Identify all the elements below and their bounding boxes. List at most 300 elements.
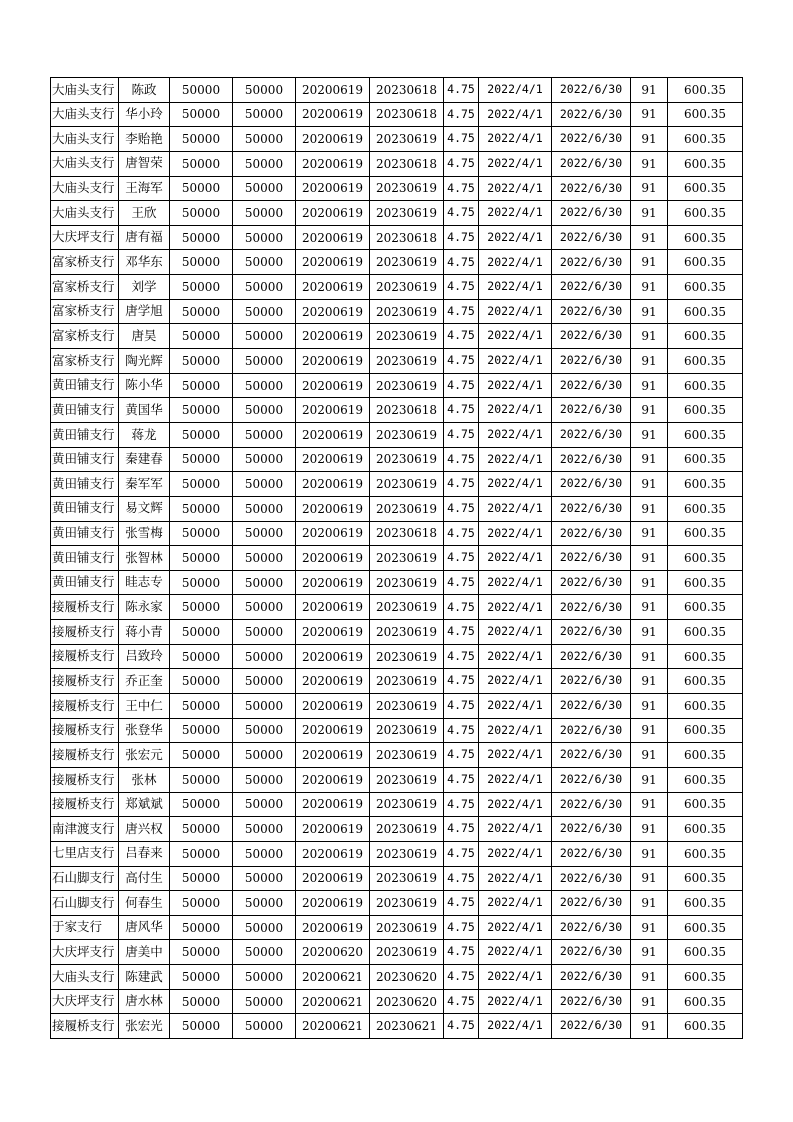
balance-cell: 50000 <box>233 422 296 447</box>
start-date-cell: 20200621 <box>296 965 370 990</box>
start-date-cell: 20200619 <box>296 743 370 768</box>
table-row <box>51 718 743 743</box>
end-date-cell: 20230618 <box>370 398 444 423</box>
interest-cell: 600.35 <box>668 151 743 176</box>
interest-start-cell: 2022/4/1 <box>479 570 552 595</box>
branch-cell: 大庙头支行 <box>51 102 119 127</box>
end-date-cell: 20230619 <box>370 694 444 719</box>
name-cell: 唐有福 <box>119 225 170 250</box>
interest-end-cell: 2022/6/30 <box>552 570 631 595</box>
name-cell: 陈小华 <box>119 373 170 398</box>
balance-cell: 50000 <box>233 176 296 201</box>
name-cell: 陈政 <box>119 78 170 103</box>
start-date-cell: 20200619 <box>296 201 370 226</box>
interest-end-cell: 2022/6/30 <box>552 102 631 127</box>
interest-cell: 600.35 <box>668 767 743 792</box>
start-date-cell: 20200619 <box>296 669 370 694</box>
loan-amount-cell: 50000 <box>170 841 233 866</box>
loan-amount-cell: 50000 <box>170 102 233 127</box>
interest-cell: 600.35 <box>668 546 743 571</box>
loan-amount-cell: 50000 <box>170 447 233 472</box>
loan-amount-cell: 50000 <box>170 373 233 398</box>
days-cell: 91 <box>631 496 668 521</box>
start-date-cell: 20200619 <box>296 866 370 891</box>
name-cell: 唐水林 <box>119 989 170 1014</box>
end-date-cell: 20230618 <box>370 78 444 103</box>
rate-cell: 4.75 <box>444 151 479 176</box>
interest-end-cell: 2022/6/30 <box>552 841 631 866</box>
start-date-cell: 20200619 <box>296 225 370 250</box>
branch-cell: 大庆坪支行 <box>51 940 119 965</box>
start-date-cell: 20200619 <box>296 324 370 349</box>
name-cell: 唐美中 <box>119 940 170 965</box>
rate-cell: 4.75 <box>444 250 479 275</box>
end-date-cell: 20230619 <box>370 275 444 300</box>
interest-start-cell: 2022/4/1 <box>479 398 552 423</box>
interest-start-cell: 2022/4/1 <box>479 595 552 620</box>
end-date-cell: 20230619 <box>370 176 444 201</box>
interest-cell: 600.35 <box>668 472 743 497</box>
rate-cell: 4.75 <box>444 496 479 521</box>
start-date-cell: 20200619 <box>296 546 370 571</box>
loan-amount-cell: 50000 <box>170 694 233 719</box>
balance-cell: 50000 <box>233 78 296 103</box>
rate-cell: 4.75 <box>444 422 479 447</box>
rate-cell: 4.75 <box>444 299 479 324</box>
interest-cell: 600.35 <box>668 792 743 817</box>
end-date-cell: 20230619 <box>370 866 444 891</box>
days-cell: 91 <box>631 718 668 743</box>
interest-cell: 600.35 <box>668 891 743 916</box>
interest-start-cell: 2022/4/1 <box>479 891 552 916</box>
rate-cell: 4.75 <box>444 373 479 398</box>
start-date-cell: 20200619 <box>296 102 370 127</box>
start-date-cell: 20200619 <box>296 472 370 497</box>
interest-cell: 600.35 <box>668 422 743 447</box>
days-cell: 91 <box>631 398 668 423</box>
interest-start-cell: 2022/4/1 <box>479 915 552 940</box>
days-cell: 91 <box>631 447 668 472</box>
name-cell: 邓华东 <box>119 250 170 275</box>
start-date-cell: 20200619 <box>296 570 370 595</box>
interest-start-cell: 2022/4/1 <box>479 324 552 349</box>
interest-end-cell: 2022/6/30 <box>552 447 631 472</box>
balance-cell: 50000 <box>233 472 296 497</box>
interest-end-cell: 2022/6/30 <box>552 965 631 990</box>
start-date-cell: 20200619 <box>296 694 370 719</box>
branch-cell: 接履桥支行 <box>51 620 119 645</box>
end-date-cell: 20230619 <box>370 250 444 275</box>
branch-cell: 接履桥支行 <box>51 644 119 669</box>
interest-end-cell: 2022/6/30 <box>552 521 631 546</box>
interest-cell: 600.35 <box>668 718 743 743</box>
end-date-cell: 20230618 <box>370 102 444 127</box>
name-cell: 华小玲 <box>119 102 170 127</box>
table-row <box>51 792 743 817</box>
interest-start-cell: 2022/4/1 <box>479 447 552 472</box>
start-date-cell: 20200619 <box>296 422 370 447</box>
branch-cell: 黄田铺支行 <box>51 447 119 472</box>
rate-cell: 4.75 <box>444 817 479 842</box>
balance-cell: 50000 <box>233 127 296 152</box>
loan-amount-cell: 50000 <box>170 275 233 300</box>
days-cell: 91 <box>631 694 668 719</box>
loan-amount-cell: 50000 <box>170 78 233 103</box>
end-date-cell: 20230619 <box>370 915 444 940</box>
table-row <box>51 866 743 891</box>
start-date-cell: 20200619 <box>296 275 370 300</box>
end-date-cell: 20230619 <box>370 767 444 792</box>
balance-cell: 50000 <box>233 225 296 250</box>
interest-end-cell: 2022/6/30 <box>552 349 631 374</box>
table-row <box>51 324 743 349</box>
end-date-cell: 20230619 <box>370 422 444 447</box>
start-date-cell: 20200619 <box>296 644 370 669</box>
end-date-cell: 20230619 <box>370 743 444 768</box>
rate-cell: 4.75 <box>444 915 479 940</box>
interest-end-cell: 2022/6/30 <box>552 127 631 152</box>
name-cell: 王海军 <box>119 176 170 201</box>
end-date-cell: 20230619 <box>370 620 444 645</box>
interest-cell: 600.35 <box>668 595 743 620</box>
balance-cell: 50000 <box>233 201 296 226</box>
name-cell: 王欣 <box>119 201 170 226</box>
interest-end-cell: 2022/6/30 <box>552 299 631 324</box>
interest-cell: 600.35 <box>668 201 743 226</box>
start-date-cell: 20200619 <box>296 447 370 472</box>
name-cell: 高付生 <box>119 866 170 891</box>
rate-cell: 4.75 <box>444 989 479 1014</box>
interest-end-cell: 2022/6/30 <box>552 324 631 349</box>
interest-start-cell: 2022/4/1 <box>479 620 552 645</box>
table-row <box>51 373 743 398</box>
branch-cell: 黄田铺支行 <box>51 521 119 546</box>
interest-start-cell: 2022/4/1 <box>479 78 552 103</box>
end-date-cell: 20230619 <box>370 891 444 916</box>
interest-end-cell: 2022/6/30 <box>552 915 631 940</box>
interest-end-cell: 2022/6/30 <box>552 767 631 792</box>
table-row <box>51 398 743 423</box>
interest-end-cell: 2022/6/30 <box>552 817 631 842</box>
end-date-cell: 20230618 <box>370 521 444 546</box>
start-date-cell: 20200620 <box>296 940 370 965</box>
interest-start-cell: 2022/4/1 <box>479 694 552 719</box>
balance-cell: 50000 <box>233 595 296 620</box>
balance-cell: 50000 <box>233 915 296 940</box>
interest-cell: 600.35 <box>668 1014 743 1039</box>
branch-cell: 接履桥支行 <box>51 743 119 768</box>
table-row <box>51 447 743 472</box>
name-cell: 陈建武 <box>119 965 170 990</box>
interest-start-cell: 2022/4/1 <box>479 151 552 176</box>
interest-end-cell: 2022/6/30 <box>552 398 631 423</box>
branch-cell: 富家桥支行 <box>51 299 119 324</box>
loan-amount-cell: 50000 <box>170 817 233 842</box>
rate-cell: 4.75 <box>444 743 479 768</box>
interest-cell: 600.35 <box>668 940 743 965</box>
balance-cell: 50000 <box>233 817 296 842</box>
interest-start-cell: 2022/4/1 <box>479 718 552 743</box>
end-date-cell: 20230619 <box>370 201 444 226</box>
table-row <box>51 965 743 990</box>
interest-end-cell: 2022/6/30 <box>552 891 631 916</box>
loan-amount-cell: 50000 <box>170 792 233 817</box>
rate-cell: 4.75 <box>444 965 479 990</box>
rate-cell: 4.75 <box>444 841 479 866</box>
balance-cell: 50000 <box>233 496 296 521</box>
interest-start-cell: 2022/4/1 <box>479 644 552 669</box>
balance-cell: 50000 <box>233 373 296 398</box>
interest-start-cell: 2022/4/1 <box>479 201 552 226</box>
branch-cell: 富家桥支行 <box>51 250 119 275</box>
name-cell: 吕春来 <box>119 841 170 866</box>
loan-amount-cell: 50000 <box>170 176 233 201</box>
loan-interest-table <box>50 77 743 1039</box>
table-row <box>51 275 743 300</box>
start-date-cell: 20200619 <box>296 176 370 201</box>
interest-start-cell: 2022/4/1 <box>479 743 552 768</box>
branch-cell: 接履桥支行 <box>51 1014 119 1039</box>
end-date-cell: 20230619 <box>370 570 444 595</box>
name-cell: 张林 <box>119 767 170 792</box>
interest-end-cell: 2022/6/30 <box>552 250 631 275</box>
end-date-cell: 20230621 <box>370 1014 444 1039</box>
branch-cell: 富家桥支行 <box>51 349 119 374</box>
name-cell: 张智林 <box>119 546 170 571</box>
name-cell: 吕致玲 <box>119 644 170 669</box>
interest-end-cell: 2022/6/30 <box>552 866 631 891</box>
days-cell: 91 <box>631 965 668 990</box>
branch-cell: 大庆坪支行 <box>51 225 119 250</box>
rate-cell: 4.75 <box>444 940 479 965</box>
interest-end-cell: 2022/6/30 <box>552 743 631 768</box>
interest-cell: 600.35 <box>668 989 743 1014</box>
loan-amount-cell: 50000 <box>170 472 233 497</box>
rate-cell: 4.75 <box>444 891 479 916</box>
branch-cell: 接履桥支行 <box>51 669 119 694</box>
loan-amount-cell: 50000 <box>170 496 233 521</box>
branch-cell: 黄田铺支行 <box>51 422 119 447</box>
interest-cell: 600.35 <box>668 644 743 669</box>
interest-end-cell: 2022/6/30 <box>552 718 631 743</box>
table-row <box>51 422 743 447</box>
branch-cell: 大庙头支行 <box>51 78 119 103</box>
balance-cell: 50000 <box>233 1014 296 1039</box>
interest-cell: 600.35 <box>668 275 743 300</box>
name-cell: 王中仁 <box>119 694 170 719</box>
branch-cell: 黄田铺支行 <box>51 546 119 571</box>
branch-cell: 接履桥支行 <box>51 694 119 719</box>
start-date-cell: 20200619 <box>296 718 370 743</box>
name-cell: 唐昊 <box>119 324 170 349</box>
interest-start-cell: 2022/4/1 <box>479 299 552 324</box>
balance-cell: 50000 <box>233 102 296 127</box>
rate-cell: 4.75 <box>444 767 479 792</box>
end-date-cell: 20230619 <box>370 595 444 620</box>
branch-cell: 大庙头支行 <box>51 151 119 176</box>
rate-cell: 4.75 <box>444 472 479 497</box>
start-date-cell: 20200619 <box>296 349 370 374</box>
balance-cell: 50000 <box>233 669 296 694</box>
end-date-cell: 20230619 <box>370 324 444 349</box>
days-cell: 91 <box>631 1014 668 1039</box>
loan-amount-cell: 50000 <box>170 299 233 324</box>
name-cell: 郑斌斌 <box>119 792 170 817</box>
interest-end-cell: 2022/6/30 <box>552 669 631 694</box>
interest-start-cell: 2022/4/1 <box>479 866 552 891</box>
start-date-cell: 20200619 <box>296 915 370 940</box>
rate-cell: 4.75 <box>444 866 479 891</box>
balance-cell: 50000 <box>233 447 296 472</box>
interest-end-cell: 2022/6/30 <box>552 620 631 645</box>
days-cell: 91 <box>631 176 668 201</box>
name-cell: 黄国华 <box>119 398 170 423</box>
interest-cell: 600.35 <box>668 225 743 250</box>
start-date-cell: 20200619 <box>296 127 370 152</box>
rate-cell: 4.75 <box>444 694 479 719</box>
table-body <box>51 78 743 1039</box>
days-cell: 91 <box>631 767 668 792</box>
end-date-cell: 20230618 <box>370 151 444 176</box>
start-date-cell: 20200621 <box>296 989 370 1014</box>
interest-start-cell: 2022/4/1 <box>479 669 552 694</box>
name-cell: 陈永家 <box>119 595 170 620</box>
interest-end-cell: 2022/6/30 <box>552 422 631 447</box>
branch-cell: 黄田铺支行 <box>51 570 119 595</box>
days-cell: 91 <box>631 225 668 250</box>
end-date-cell: 20230619 <box>370 373 444 398</box>
loan-amount-cell: 50000 <box>170 201 233 226</box>
name-cell: 陶光辉 <box>119 349 170 374</box>
interest-end-cell: 2022/6/30 <box>552 275 631 300</box>
end-date-cell: 20230619 <box>370 447 444 472</box>
start-date-cell: 20200619 <box>296 817 370 842</box>
balance-cell: 50000 <box>233 841 296 866</box>
interest-end-cell: 2022/6/30 <box>552 792 631 817</box>
interest-start-cell: 2022/4/1 <box>479 127 552 152</box>
table-row <box>51 743 743 768</box>
interest-start-cell: 2022/4/1 <box>479 176 552 201</box>
interest-start-cell: 2022/4/1 <box>479 989 552 1014</box>
balance-cell: 50000 <box>233 718 296 743</box>
days-cell: 91 <box>631 201 668 226</box>
rate-cell: 4.75 <box>444 127 479 152</box>
rate-cell: 4.75 <box>444 102 479 127</box>
branch-cell: 大庙头支行 <box>51 176 119 201</box>
interest-start-cell: 2022/4/1 <box>479 422 552 447</box>
rate-cell: 4.75 <box>444 324 479 349</box>
table-row <box>51 989 743 1014</box>
days-cell: 91 <box>631 422 668 447</box>
branch-cell: 接履桥支行 <box>51 767 119 792</box>
interest-cell: 600.35 <box>668 398 743 423</box>
loan-amount-cell: 50000 <box>170 965 233 990</box>
interest-cell: 600.35 <box>668 521 743 546</box>
balance-cell: 50000 <box>233 694 296 719</box>
loan-amount-cell: 50000 <box>170 1014 233 1039</box>
interest-start-cell: 2022/4/1 <box>479 496 552 521</box>
days-cell: 91 <box>631 743 668 768</box>
name-cell: 蒋小青 <box>119 620 170 645</box>
interest-start-cell: 2022/4/1 <box>479 349 552 374</box>
end-date-cell: 20230619 <box>370 644 444 669</box>
balance-cell: 50000 <box>233 743 296 768</box>
table-row <box>51 349 743 374</box>
branch-cell: 大庙头支行 <box>51 127 119 152</box>
rate-cell: 4.75 <box>444 570 479 595</box>
interest-end-cell: 2022/6/30 <box>552 496 631 521</box>
table-row <box>51 841 743 866</box>
days-cell: 91 <box>631 324 668 349</box>
interest-cell: 600.35 <box>668 299 743 324</box>
end-date-cell: 20230619 <box>370 817 444 842</box>
interest-start-cell: 2022/4/1 <box>479 817 552 842</box>
start-date-cell: 20200619 <box>296 299 370 324</box>
interest-cell: 600.35 <box>668 447 743 472</box>
table-row <box>51 644 743 669</box>
table-row <box>51 225 743 250</box>
table-row <box>51 546 743 571</box>
interest-cell: 600.35 <box>668 570 743 595</box>
balance-cell: 50000 <box>233 546 296 571</box>
interest-end-cell: 2022/6/30 <box>552 595 631 620</box>
name-cell: 张宏光 <box>119 1014 170 1039</box>
interest-start-cell: 2022/4/1 <box>479 521 552 546</box>
name-cell: 李贻艳 <box>119 127 170 152</box>
branch-cell: 黄田铺支行 <box>51 496 119 521</box>
branch-cell: 接履桥支行 <box>51 792 119 817</box>
branch-cell: 富家桥支行 <box>51 324 119 349</box>
table-row <box>51 521 743 546</box>
start-date-cell: 20200619 <box>296 595 370 620</box>
interest-end-cell: 2022/6/30 <box>552 201 631 226</box>
interest-end-cell: 2022/6/30 <box>552 151 631 176</box>
start-date-cell: 20200619 <box>296 521 370 546</box>
branch-cell: 大庙头支行 <box>51 965 119 990</box>
days-cell: 91 <box>631 792 668 817</box>
interest-start-cell: 2022/4/1 <box>479 792 552 817</box>
balance-cell: 50000 <box>233 570 296 595</box>
name-cell: 秦军军 <box>119 472 170 497</box>
start-date-cell: 20200621 <box>296 1014 370 1039</box>
rate-cell: 4.75 <box>444 398 479 423</box>
interest-cell: 600.35 <box>668 78 743 103</box>
end-date-cell: 20230619 <box>370 669 444 694</box>
table-row <box>51 570 743 595</box>
end-date-cell: 20230619 <box>370 496 444 521</box>
rate-cell: 4.75 <box>444 546 479 571</box>
balance-cell: 50000 <box>233 299 296 324</box>
table-row <box>51 891 743 916</box>
name-cell: 眭志专 <box>119 570 170 595</box>
interest-cell: 600.35 <box>668 127 743 152</box>
balance-cell: 50000 <box>233 891 296 916</box>
interest-start-cell: 2022/4/1 <box>479 940 552 965</box>
rate-cell: 4.75 <box>444 620 479 645</box>
balance-cell: 50000 <box>233 521 296 546</box>
balance-cell: 50000 <box>233 250 296 275</box>
balance-cell: 50000 <box>233 989 296 1014</box>
interest-end-cell: 2022/6/30 <box>552 989 631 1014</box>
interest-end-cell: 2022/6/30 <box>552 1014 631 1039</box>
days-cell: 91 <box>631 866 668 891</box>
start-date-cell: 20200619 <box>296 620 370 645</box>
interest-cell: 600.35 <box>668 817 743 842</box>
loan-amount-cell: 50000 <box>170 225 233 250</box>
branch-cell: 黄田铺支行 <box>51 373 119 398</box>
name-cell: 张登华 <box>119 718 170 743</box>
interest-cell: 600.35 <box>668 620 743 645</box>
